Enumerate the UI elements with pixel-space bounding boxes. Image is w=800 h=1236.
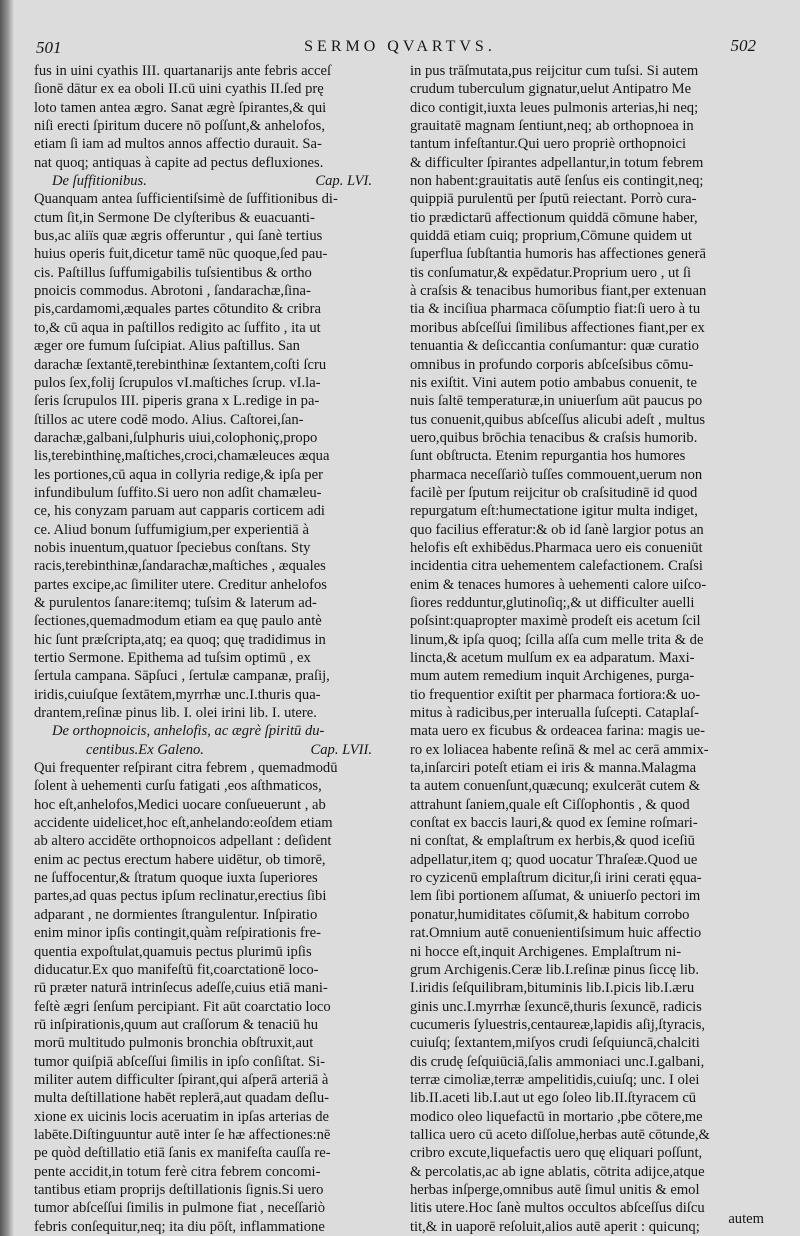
chapter-number: Cap. LVII. bbox=[310, 741, 372, 758]
text-line: linum,& ipſa quoq; ſcilla aſſa cum melle trita & de bbox=[410, 631, 704, 648]
text-line: à craſsis & tenacibus humoribus fiant,per extenuan bbox=[410, 283, 707, 300]
text-line: & difficulter ſpirantes adpellantur,in totum febrem bbox=[410, 154, 704, 171]
text-line: pis,cardamomi,æquales partes cōtundito & cribra bbox=[34, 301, 321, 318]
text-line: quo facilius efferatur:& ob id ſanè largior potus an bbox=[410, 521, 704, 538]
text-line: tertio Sermone. Epithema ad tuſsim optimū , ex bbox=[34, 650, 311, 666]
text-line: pnoicis commodus. Abrotoni , ſandarachæ,ſina- bbox=[34, 283, 311, 300]
paragraph-block-3 bbox=[34, 759, 394, 1236]
text-line: iridis,cuiuſque ſextātem,myrrhæ unc.I.thuris qua- bbox=[34, 686, 321, 703]
text-line: ta autem conuenſunt,quæcunq; exulcerāt cutem & bbox=[410, 778, 701, 795]
text-line: tus conuenit,quibus abſceſſus alicubi adeſt , multus bbox=[410, 411, 706, 428]
folio-number-right: 502 bbox=[730, 36, 756, 55]
chapter-heading-57-line1: De orthopnoicis, anhelofis, ac ægrè ſpiritū du- bbox=[52, 723, 325, 740]
text-line: non habent:grauitatis autē ſenſus eis contingit,neq; bbox=[410, 173, 704, 190]
text-line: tumor abſceſſui ſimilis in pulmone fiat , neceſſariò bbox=[34, 1200, 325, 1217]
text-line: uero,quibus brōchia tenacibus & craſsis humorib. bbox=[410, 429, 698, 446]
paragraph-block-2 bbox=[34, 190, 394, 722]
text-line: nobis inuentum,quatuor ſpeciebus conſtans. Sty bbox=[34, 539, 311, 556]
text-line: fus in uini cyathis III. quartanarijs ante febris acceſ bbox=[34, 63, 332, 79]
text-line: ſeris ſcrupulos III. piperis grana x L.redige in pa- bbox=[34, 393, 320, 410]
text-line: lincta,& acetum mulſum ex ea adparatum. Maxi- bbox=[410, 650, 695, 666]
text-line: ſolent à uehementi curſu fatigati ,eos aſthmaticos, bbox=[34, 778, 322, 795]
text-line: multa deſtillatione habēt replerā,aut quadam deſlu- bbox=[34, 1090, 330, 1107]
text-line: lem ſibi portionem aſſumat, & uniuerſo pectori im bbox=[410, 888, 701, 905]
text-line: quippiā purulentū per ſputū reiectant. Porrò cura- bbox=[410, 191, 697, 208]
text-line: enim minor ipſis contingit,quàm reſpirationis fre- bbox=[34, 925, 321, 942]
text-line: repurgatum eſt:humectatione igitur multa indiget, bbox=[410, 503, 698, 520]
text-line: partes,ad quas pectus ipſum reclinatur,erectius ſibi bbox=[34, 888, 327, 905]
text-line: quentia expoſtulat,quamuis pectus plurimū ipſis bbox=[34, 943, 312, 960]
text-line: ſionē dātur ex ea oboli II.cū uini cyathis II.ſed prę bbox=[34, 81, 324, 98]
text-line: accidente uidelicet,hoc eſt,anhelando:eoſdem etiam bbox=[34, 815, 333, 832]
text-line: nat quoq; antiquas à capite ad pectus defluxiones. bbox=[34, 154, 324, 171]
text-line: xione ex uicinis locis aceruatim in ipſas arterias de bbox=[34, 1108, 330, 1125]
chapter-heading-56 bbox=[34, 172, 394, 190]
text-line: ro cyzicenū emplaſtrum dicitur,ſi irini cerati ęqua- bbox=[410, 870, 702, 887]
text-line: darachæ,galbani,ſulphuris uiui,colophoniç,propo bbox=[34, 429, 318, 446]
text-line: cis. Paſtillus ſuffumigabilis tuſsientibus & ortho bbox=[34, 264, 312, 281]
right-text-column bbox=[410, 62, 766, 1236]
text-line: hoc eſt,anhelofos,Medici uocare conſueuerunt , ab bbox=[34, 796, 326, 813]
text-line: huius operis fuit,dicetur tamē nūc quoque,ſed pau- bbox=[34, 246, 328, 263]
text-line: ro ex loliacea habente reſinā & mel ac cerā ammix- bbox=[410, 741, 709, 758]
text-line: & percolatis,ac ab igne ablatis, cōtrita adijce,atque bbox=[410, 1163, 705, 1180]
text-line: infundibulum ſuffito.Si uero non adſit chamæleu- bbox=[34, 484, 322, 501]
text-line: tenuantia & deſiccantia conſumantur: quæ curatio bbox=[410, 338, 699, 355]
text-line: ne ſuffocentur,& ſtratum quoque iuxta ſuperiores bbox=[34, 870, 318, 887]
text-line: omnibus in profundo corporis abſceſsibus cōmu- bbox=[410, 356, 694, 373]
text-line: quiddā etiam cuiq; proprium,Cōmune quidem ut bbox=[410, 228, 693, 245]
text-line: mata uero ex ficubus & ordeacea farina: magis ue- bbox=[410, 723, 705, 740]
text-line: tantibus etiam proprijs deſtillationis ſignis.Si uero bbox=[34, 1181, 324, 1198]
text-line: to,& cū aqua in paſtillos redigito ac ſuffito , ita ut bbox=[34, 319, 321, 336]
text-line: herbas inſperge,omnibus autē ſimul unitis & emol bbox=[410, 1181, 700, 1198]
chapter-number: Cap. LVI. bbox=[315, 173, 372, 190]
text-line: nis exiſtit. Vini autem potio ambabus conuenit, te bbox=[410, 374, 698, 391]
text-line: ſuperflua ſubſtantia humoris has affectiones generā bbox=[410, 246, 706, 263]
text-line: litis utere.Hoc ſanè multos occultos abſceſſus diſcu bbox=[410, 1200, 705, 1217]
text-line: dico contigit,iuxta leues pulmonis arterias,hi neq; bbox=[410, 99, 699, 116]
text-line: ſertula campana. Sāpſuci , ſertulæ campanæ, praſij, bbox=[34, 668, 330, 685]
text-line: ſiores redduntur,glutinoſiq;,& ut difficulter auelli bbox=[410, 594, 695, 611]
text-line: conſtat ex baccis lauri,& quod ex ſemine roſmari- bbox=[410, 815, 698, 832]
text-line: ctum ſit,in Sermone De clyſteribus & euacuanti- bbox=[34, 209, 315, 226]
text-line: les portiones,cū aqua in collyria redige,& ipſa per bbox=[34, 466, 323, 483]
text-line: mum autem remedium inquit Archigenes, purga- bbox=[410, 668, 695, 685]
text-line: partes excipe,ac ſimiliter utere. Creditur anhelofos bbox=[34, 576, 327, 593]
text-line: racis,terebinthinæ,ſandarachæ,maſtiches , æquales bbox=[34, 558, 326, 575]
text-line: ponatur,humiditates cōſumit,& habitum corrobo bbox=[410, 906, 690, 923]
text-line: I.iridis ſeſquilibram,bituminis lib.I.picis lib.I.æru bbox=[410, 980, 695, 997]
text-line: ſtillos ac utere codē modo. Alius. Caſtorei,ſan- bbox=[34, 411, 304, 428]
text-line: darachæ ſextantē,terebinthinæ ſextantem,coſti ſcru bbox=[34, 356, 327, 373]
text-line: ginis unc.I.myrrhæ ſexuncē,thuris ſexuncē, radicis bbox=[410, 998, 702, 1015]
text-line: cucumeris ſyluestris,centaureæ,lapidis aſij,ſtyracis, bbox=[410, 1016, 706, 1033]
chapter-title: centibus.Ex Galeno. bbox=[86, 741, 204, 758]
text-line: in pus trāſmutata,pus reijcitur cum tuſsi. Si autem bbox=[410, 63, 699, 79]
text-line: ni conſtat, & emplaſtrum ex herbis,& quod iceſiū bbox=[410, 833, 695, 850]
text-line: etiam ſi iam ad multos annos affectio durauit. Sa- bbox=[34, 136, 322, 153]
text-line: poſsint:quapropter maximè prodeſt eis acetum ſcil bbox=[410, 613, 701, 630]
text-line: ce, his conyzam paruam aut capparis corticem adi bbox=[34, 503, 325, 520]
text-line: ab altero accidēte orthopnoicos adpellant : deſident bbox=[34, 833, 332, 850]
text-line: grum Archigenis.Ceræ lib.I.reſinæ pinus ſiccę lib. bbox=[410, 961, 699, 978]
folio-number-left: 501 bbox=[36, 38, 62, 57]
text-line: adpellatur,item q; quod uocatur Thraſeæ.Quod ue bbox=[410, 851, 698, 868]
text-line: ni hocce eſt,inquit Archigenes. Emplaſtrum ni- bbox=[410, 943, 682, 960]
text-line: tis conſumatur,& expēdatur.Proprium uero , ut ſi bbox=[410, 264, 692, 281]
text-line: cuiuſq; ſextantem,miſyos crudi ſeſquiuncā,chalciti bbox=[410, 1035, 700, 1052]
page-header bbox=[30, 36, 770, 58]
text-line: ſunt obſtructa. Etenim repurgantia hos humores bbox=[410, 448, 686, 465]
text-line: tumor quiſpiā abſceſſui ſimilis in ipſo conſiſtat. Si- bbox=[34, 1053, 326, 1070]
text-line: rū præter naturā intrinſecus adeſſe,cuius etiā mani- bbox=[34, 980, 328, 997]
text-line: terræ cimoliæ,terræ ampelitidis,cuiuſq; unc. I olei bbox=[410, 1071, 700, 1088]
text-line: cribro excute,liquefactis uero quę eliquari poſſunt, bbox=[410, 1145, 703, 1162]
text-line: tia & inciſiua pharmaca cōſumptio fiat:ſi uero à tu bbox=[410, 301, 701, 318]
text-line: loto tamen antea ægro. Sanat ægrè ſpirantes,& qui bbox=[34, 99, 327, 116]
text-line: bus,ac aliïs quæ ægris offeruntur , qui ſanè tertius bbox=[34, 228, 323, 245]
text-line: pente accidit,in totum ferè citra febrem concomi- bbox=[34, 1163, 321, 1180]
text-line: ce. Aliud bonum ſuffumigium,per experientiā à bbox=[34, 521, 309, 538]
text-line: mitus à radicibus,per interualla ſuſcepti. Cataplaſ- bbox=[410, 705, 699, 722]
running-title: SERMO QVARTVS. bbox=[304, 38, 496, 55]
text-line: rū inſpirationis,quum aut craſſorum & tenaciū hu bbox=[34, 1016, 319, 1033]
catchword: autem bbox=[728, 1211, 764, 1227]
chapter-heading-57-line2 bbox=[34, 741, 394, 759]
chapter-title: De ſuffitionibus. bbox=[52, 173, 147, 190]
text-line: tio prædictarū affectionum quiddā cōmune haber, bbox=[410, 209, 698, 226]
text-line: ſectiones,quemadmodum etiam ea quę paulo antè bbox=[34, 613, 322, 630]
text-line: tantum infeſtantur.Qui uero propriè orthopnoici bbox=[410, 136, 686, 153]
text-line: & purulentos ſanare:itemq; tuſsim & laterum ad- bbox=[34, 594, 317, 611]
text-line: lib.II.aceti lib.I.aut ut ego ſoleo lib.II.ſtyracem cū bbox=[410, 1090, 697, 1107]
text-line: hic ſunt præſcripta,atq; ea quoq; quę tradidimus in bbox=[34, 631, 326, 648]
left-text-column bbox=[34, 62, 394, 1236]
text-line: labēte.Diſtinguuntur autē inter ſe hæ affectiones:nē bbox=[34, 1126, 331, 1143]
text-line: militer autem difficulter ſpirant,qui aſperā arteriā à bbox=[34, 1071, 329, 1088]
text-line: crudum tuberculum gignatur,uelut Antipatro Me bbox=[410, 81, 692, 98]
text-line: incidentia citra uehementem calefactionem. Craſsi bbox=[410, 558, 703, 575]
text-line: diducatur.Ex quo manifeſtū fit,coarctationē loco- bbox=[34, 961, 319, 978]
text-line: enim ac pectus erectum habere uidētur, ob timorē, bbox=[34, 851, 326, 868]
text-line: rat.Omnium autē conuenientiſsimum huic affectio bbox=[410, 925, 702, 942]
text-line: pulos ſex,folij ſcrupulos vI.maſtiches ſcrup. vI.la- bbox=[34, 374, 321, 391]
text-line: facilè per ſputum reijcitur ob craſsitudinē id quod bbox=[410, 484, 698, 501]
text-line: Quanquam antea ſufficientiſsimè de ſuffitionibus di- bbox=[34, 191, 338, 208]
paragraph-block-right bbox=[410, 62, 766, 1236]
text-line: drantem,reſinæ pinus lib. I. olei irini lib. I. utere. bbox=[34, 705, 317, 722]
text-line: ta,inſarciri poteſt etiam ei iris & manna.Malagma bbox=[410, 760, 697, 777]
text-line: grauitatē magnam ſentiunt,neq; ab orthopnoea in bbox=[410, 118, 694, 135]
text-line: nuis ſaltē temperaturæ,in uniuerſum aūt paucus po bbox=[410, 393, 703, 410]
text-line: niſi erecti ſpiritum ducere nō poſſunt,& anhelofos, bbox=[34, 118, 325, 135]
text-line: tallica uero cū aceto diſſolue,herbas autē cōtunde,& bbox=[410, 1126, 710, 1143]
text-line: tit,& in uaporē reſoluit,alios autē aperit : quicunq; bbox=[410, 1218, 700, 1235]
text-line: dis crudę ſeſquiūciā,ſalis ammoniaci unc.I.galbani, bbox=[410, 1053, 705, 1070]
text-line: attrahunt ſaniem,quale eſt Ciſſophontis , & quod bbox=[410, 796, 690, 813]
text-line: febris conſequitur,neq; ita diu pōſt, inflammatione bbox=[34, 1218, 325, 1235]
text-line: enim & tenaces humores à uehementi calore uiſco- bbox=[410, 576, 707, 593]
text-line: helofis eſt exhibēdus.Pharmaca uero eis conueniūt bbox=[410, 539, 703, 556]
text-line: Qui frequenter reſpirant citra febrem , quemadmodū bbox=[34, 760, 338, 777]
text-line: morū multitudo pulmonis bronchia obſtruxit,aut bbox=[34, 1035, 314, 1052]
text-line: adparant , ne dormientes ſtrangulentur. Inſpiratio bbox=[34, 906, 318, 923]
text-line: tio frequentior exiſtit per pharmaca fortiora:& uo- bbox=[410, 686, 701, 703]
text-line: pharmaca neceſſariò tuſſes commouent,uerum non bbox=[410, 466, 703, 483]
text-line: æger ore fumum ſuſcipiat. Alius paſtillus. San bbox=[34, 338, 300, 355]
text-line: feſtè ægri ſenſum percipiant. Fit aūt coarctatio loco bbox=[34, 998, 331, 1015]
text-line: modico oleo liquefactū in mortario ,pbe cōtere,me bbox=[410, 1108, 703, 1125]
text-line: pe quòd deſtillatio etiā ſanis ex manifeſta cauſſa re- bbox=[34, 1145, 331, 1162]
text-line: moribus abſceſſui ſimilibus affectiones fiant,per ex bbox=[410, 319, 705, 336]
paragraph-block-1 bbox=[34, 62, 394, 172]
text-line: lis,terebinthinę,maſtiches,croci,chamæleuces æqua bbox=[34, 448, 330, 465]
